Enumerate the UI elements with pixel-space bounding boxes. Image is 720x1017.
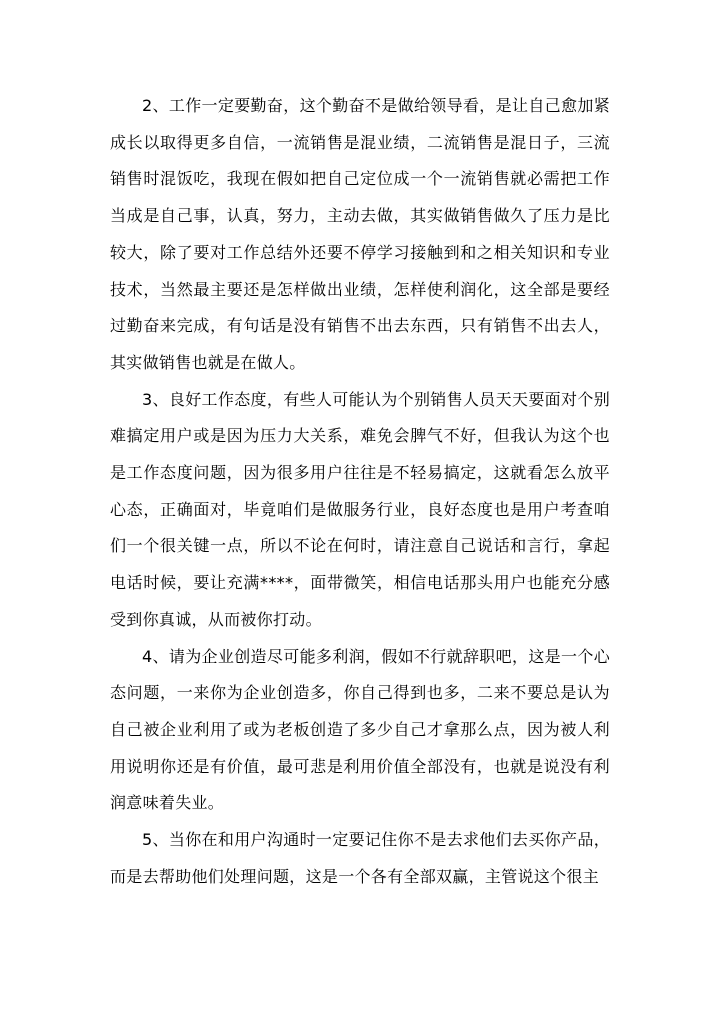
paragraph-work-attitude: 3、良好工作态度，有些人可能认为个别销售人员天天要面对个别难搞定用户或是因为压力大关系，难免会脾气不好，但我认为这个也是工作态度问题，因为很多用户往往是不轻易搞定，这就看怎么放平心态，正确面对，毕竟咱们是做服务行业，良好态度也是用户考查咱们一个很关键一点，所以不论在何时，请注意自己说话和言行，拿起电话时候，要让充满****，面带微笑，相信电话那头用户也能充分感受到你真诚，从而被你打动。 [110, 389, 610, 629]
paragraph-diligence: 2、工作一定要勤奋，这个勤奋不是做给领导看，是让自己愈加紧成长以取得更多自信，一流销售是混业绩，二流销售是混日子，三流销售时混饭吃，我现在假如把自己定位成一个一流销售就必需把工作当成是自己事，认真，努力，主动去做，其实做销售做久了压力是比较大，除了要对工作总结外还要不停学习接触到和之相关知识和专业技术，当然最主要还是怎样做出业绩，怎样使利润化，这全部是要经过勤奋来完成，有句话是没有销售不出去东西，只有销售不出去人，其实做销售也就是在做人。 [110, 96, 610, 372]
paragraph-create-profit: 4、请为企业创造尽可能多利润，假如不行就辞职吧，这是一个心态问题，一来你为企业创造多，你自己得到也多，二来不要总是认为自己被企业利用了或为老板创造了多少自己才拿那么点，因为被人利用说明你还是有价值，最可悲是利用价值全部没有，也就是说没有利润意味着失业。 [110, 646, 610, 813]
paragraph-customer-communication: 5、当你在和用户沟通时一定要记住你不是去求他们去买你产品，而是去帮助他们处理问题，这是一个各有全部双赢，主管说这个很主 [110, 830, 610, 886]
document-body [110, 88, 610, 895]
